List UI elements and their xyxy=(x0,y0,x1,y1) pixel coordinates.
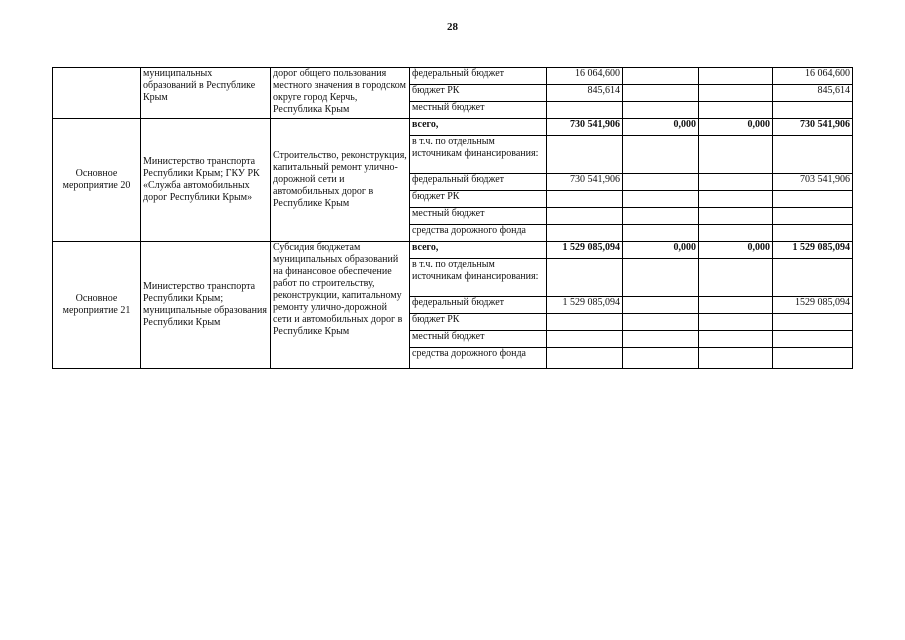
amount-cell: 0,000 xyxy=(699,242,773,259)
content-cell: дорог общего пользования местного значения в городском округе город Керчь, Республика Крым xyxy=(271,68,410,119)
amount-cell xyxy=(699,102,773,119)
source-cell: федеральный бюджет xyxy=(410,297,547,314)
amount-cell xyxy=(699,259,773,297)
source-cell: средства дорожного фонда xyxy=(410,348,547,369)
amount-cell xyxy=(547,314,623,331)
amount-cell xyxy=(547,259,623,297)
amount-cell: 0,000 xyxy=(623,119,699,136)
amount-cell xyxy=(773,136,853,174)
source-cell: местный бюджет xyxy=(410,208,547,225)
executor-cell: муниципальных образований в Республике Крым xyxy=(141,68,271,119)
amount-cell xyxy=(623,85,699,102)
amount-cell xyxy=(623,259,699,297)
amount-cell xyxy=(623,348,699,369)
amount-cell xyxy=(623,208,699,225)
amount-cell xyxy=(623,225,699,242)
amount-cell xyxy=(547,102,623,119)
event-cell: Основное мероприятие 21 xyxy=(53,242,141,369)
source-cell: в т.ч. по отдельным источникам финансирования: xyxy=(410,136,547,174)
amount-cell: 845,614 xyxy=(547,85,623,102)
amount-cell xyxy=(623,314,699,331)
amount-cell xyxy=(699,225,773,242)
amount-cell xyxy=(699,348,773,369)
event-cell: Основное мероприятие 20 xyxy=(53,119,141,242)
amount-cell xyxy=(699,85,773,102)
executor-cell: Министерство транспорта Республики Крым; муниципальные образования Республики Крым xyxy=(141,242,271,369)
amount-cell xyxy=(773,191,853,208)
amount-cell: 703 541,906 xyxy=(773,174,853,191)
amount-cell xyxy=(699,208,773,225)
amount-cell xyxy=(773,314,853,331)
amount-cell xyxy=(699,314,773,331)
amount-cell: 730 541,906 xyxy=(547,119,623,136)
amount-cell: 1 529 085,094 xyxy=(773,242,853,259)
source-cell: федеральный бюджет xyxy=(410,174,547,191)
source-cell: всего, xyxy=(410,119,547,136)
amount-cell xyxy=(773,102,853,119)
amount-cell: 0,000 xyxy=(623,242,699,259)
amount-cell xyxy=(623,191,699,208)
table-row xyxy=(53,68,853,85)
amount-cell: 845,614 xyxy=(773,85,853,102)
amount-cell xyxy=(699,174,773,191)
source-cell: бюджет РК xyxy=(410,191,547,208)
source-cell: федеральный бюджет xyxy=(410,68,547,85)
amount-cell: 1 529 085,094 xyxy=(547,297,623,314)
amount-cell xyxy=(699,68,773,85)
amount-cell xyxy=(699,297,773,314)
amount-cell: 16 064,600 xyxy=(547,68,623,85)
amount-cell xyxy=(699,191,773,208)
amount-cell: 16 064,600 xyxy=(773,68,853,85)
source-cell: в т.ч. по отдельным источникам финансирования: xyxy=(410,259,547,297)
budget-table xyxy=(52,67,853,369)
executor-cell: Министерство транспорта Республики Крым; ГКУ РК «Служба автомобильных дорог Республики Крым» xyxy=(141,119,271,242)
amount-cell: 0,000 xyxy=(699,119,773,136)
amount-cell xyxy=(699,331,773,348)
amount-cell xyxy=(773,331,853,348)
amount-cell xyxy=(547,136,623,174)
source-cell: местный бюджет xyxy=(410,102,547,119)
amount-cell xyxy=(623,174,699,191)
source-cell: местный бюджет xyxy=(410,331,547,348)
amount-cell xyxy=(699,136,773,174)
amount-cell xyxy=(773,259,853,297)
event-cell xyxy=(53,68,141,119)
amount-cell xyxy=(623,331,699,348)
table-row xyxy=(53,119,853,136)
amount-cell xyxy=(623,297,699,314)
amount-cell xyxy=(547,331,623,348)
content-cell: Субсидия бюджетам муниципальных образований на финансовое обеспечение работ по строительству, реконструкции, капитальному ремонту улично-дорожной сети и автомобильных дорог в Республике Крым xyxy=(271,242,410,369)
amount-cell xyxy=(547,225,623,242)
content-cell: Строительство, реконструкция, капитальный ремонт улично-дорожной сети и автомобильных дорог в Республике Крым xyxy=(271,119,410,242)
amount-cell xyxy=(547,348,623,369)
source-cell: бюджет РК xyxy=(410,314,547,331)
page-number: 28 xyxy=(447,21,458,33)
amount-cell xyxy=(623,68,699,85)
source-cell: бюджет РК xyxy=(410,85,547,102)
amount-cell: 1529 085,094 xyxy=(773,297,853,314)
table-row xyxy=(53,242,853,259)
amount-cell xyxy=(623,102,699,119)
amount-cell: 1 529 085,094 xyxy=(547,242,623,259)
amount-cell xyxy=(773,208,853,225)
amount-cell: 730 541,906 xyxy=(547,174,623,191)
amount-cell xyxy=(773,348,853,369)
amount-cell xyxy=(547,191,623,208)
amount-cell xyxy=(623,136,699,174)
amount-cell xyxy=(547,208,623,225)
amount-cell xyxy=(773,225,853,242)
amount-cell: 730 541,906 xyxy=(773,119,853,136)
source-cell: средства дорожного фонда xyxy=(410,225,547,242)
source-cell: всего, xyxy=(410,242,547,259)
